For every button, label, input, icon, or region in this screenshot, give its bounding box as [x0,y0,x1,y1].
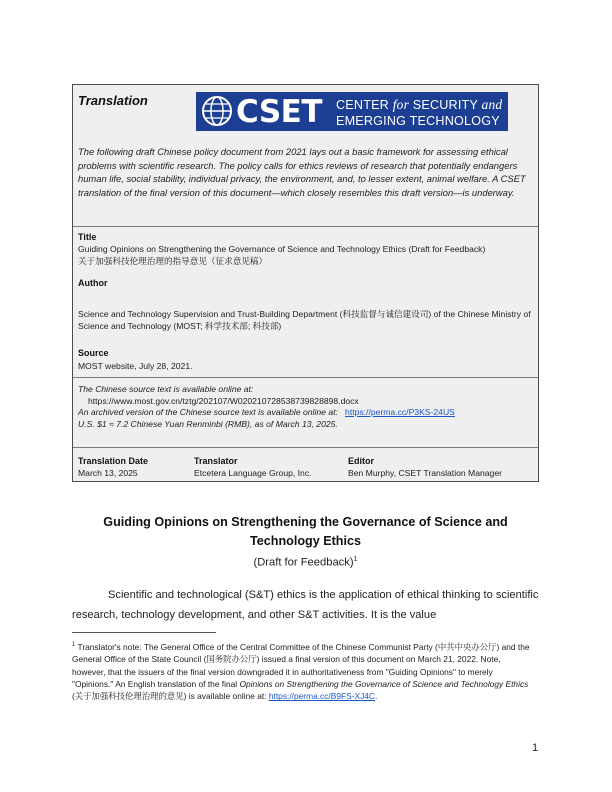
intro-paragraph: The following draft Chinese policy document from 2021 lays out a basic framework for assessing ethical problems with scientific research. The policy calls for ethics reviews of research that potentially endangers human life, social stability, individual privacy, the environment, and, to lesser extent, animal welfare. A CSET translation of the final version of this document—which closely resembles this draft version—is underway. [78,146,526,198]
footnote-marker[interactable]: 1 [353,556,358,563]
title-chinese: 关于加强科技伦理治理的指导意见（征求意见稿） [78,255,268,266]
source-note-section [73,377,538,447]
title-section [73,226,538,301]
author-label: Author [78,278,108,288]
editor-value: Ben Murphy, CSET Translation Manager [348,468,502,478]
title-english: Guiding Opinions on Strengthening the Governance of Science and Technology Ethics (Draft for Feedback) [78,244,486,254]
editor-label: Editor [348,456,374,466]
source-text: MOST website, July 28, 2021. [78,361,193,371]
source-note: The Chinese source text is available online at: [78,384,254,394]
document-info-box [72,84,539,482]
translation-label: Translation [78,93,148,108]
translator-label: Translator [194,456,238,466]
source-url[interactable]: https://www.most.gov.cn/tztg/202107/W020210728538739828898.docx [88,395,359,406]
logo-wordmark: CSET [236,94,322,130]
footnote-rule [72,632,216,633]
archive-note: An archived version of the Chinese source text is available online at: https://perma.cc/P3KS-24US [78,407,455,417]
document-title: Guiding Opinions on Strengthening the Governance of Science and Technology Ethics [103,515,508,548]
translator-value: Etcetera Language Group, Inc. [194,468,312,478]
date-label: Translation Date [78,456,149,466]
body-paragraph: Scientific and technological (S&T) ethics is the application of ethical thinking to scientific research, technology development, and other S&T activities. It is the value [72,589,539,621]
archive-link[interactable]: https://perma.cc/P3KS-24US [345,407,455,417]
footnote: $^1$ Translator's note: The General Office of the Central Committee of the Chinese Communist Party (中共中央办公厅) and the General Office of the State Council (国务院办公厅) issued a final version of this document on March 21, 2022. Note, however, that the issuers of the final version downgraded it in authoritativeness from "Guiding Opinions" to merely "Opinions." An English translation of the final Opinions on Strengthening the Governance of Science and Technology Ethics (关于加强科技伦理治理的意见) is available online at: https://perma.cc/B9FS-XJ4C. [72,641,530,702]
exchange-rate: U.S. $1 ≈ 7.2 Chinese Yuan Renminbi (RMB), as of March 13, 2025. [78,418,338,429]
date-value: March 13, 2025 [78,468,138,478]
logo-line-1: CENTER for SECURITY and [336,97,503,112]
credits-section [73,447,538,483]
globe-icon [201,95,233,127]
source-label: Source [78,348,109,358]
cset-logo [196,92,508,131]
title-label: Title [78,232,97,242]
author-text: Science and Technology Supervision and Trust-Building Department (科技监督与诚信建设司) of the Chinese Ministry of Science and Technology (MOST; 科学技术部; 科技部) [78,309,531,331]
document-subtitle: (Draft for Feedback)$^1$ [253,556,358,569]
page-number: 1 [532,742,539,754]
footnote-link[interactable]: https://perma.cc/B9FS-XJ4C [268,691,375,702]
logo-line-2: EMERGING TECHNOLOGY [336,114,500,128]
